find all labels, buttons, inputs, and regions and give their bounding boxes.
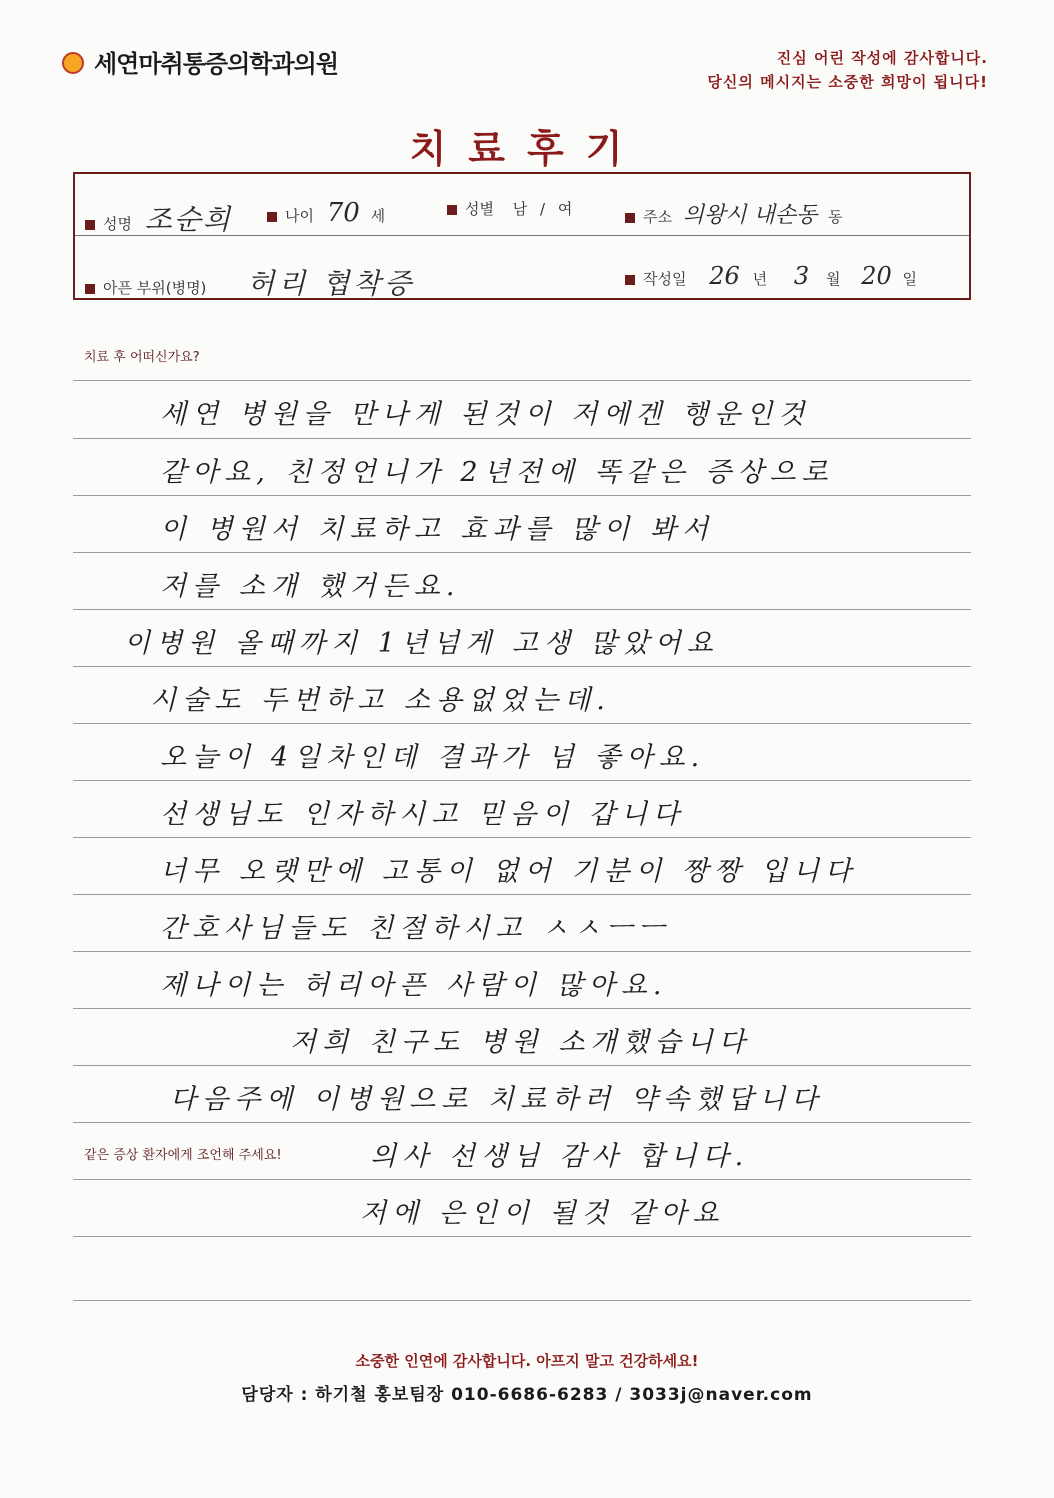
bullet-square-icon [85, 284, 95, 294]
handwritten-line-8: 선생님도 인자하시고 믿음이 갑니다 [160, 799, 685, 830]
patient-info-box [73, 172, 971, 300]
name-label: 성명 [103, 215, 132, 233]
month-unit: 월 [825, 270, 841, 288]
thanks-line-2: 당신의 메시지는 소중한 희망이 됩니다! [707, 73, 988, 91]
bullet-square-icon [625, 213, 635, 223]
ruled-line [73, 780, 971, 781]
date-field [625, 262, 917, 290]
handwritten-line-1: 세연 병원을 만나게 된것이 저에겐 행운인것 [160, 399, 811, 430]
sun-logo-icon [58, 47, 88, 77]
ruled-line [73, 666, 971, 667]
handwritten-line-10: 간호사님들도 친절하시고 ㅅㅅㅡㅡ [160, 913, 671, 944]
page-title: 치료후기 [409, 127, 645, 171]
handwritten-line-15: 저에 은인이 될것 같아요 [360, 1198, 725, 1229]
handwritten-line-13: 다음주에 이병원으로 치료하러 약속했답니다 [170, 1084, 824, 1115]
ruled-line [73, 1300, 971, 1301]
ruled-line [73, 1236, 971, 1237]
ruled-line [73, 495, 971, 496]
ruled-line [73, 894, 971, 895]
year-unit: 년 [752, 270, 768, 288]
pain-value: 허리 협착증 [247, 267, 416, 300]
gender-field [447, 198, 576, 219]
section-advice-label: 같은 증상 환자에게 조언해 주세요! [84, 1148, 282, 1163]
ruled-line [73, 438, 971, 439]
footer-contact: 담당자 : 하기철 홍보팀장 010-6686-6283 / 3033j@naver.com [241, 1385, 813, 1405]
gender-label: 성별 [465, 200, 494, 218]
ruled-line [73, 1008, 971, 1009]
handwritten-line-6: 시술도 두번하고 소용없었는데. [150, 685, 611, 716]
footer-thanks: 소중한 인연에 감사합니다. 아프지 말고 건강하세요! [355, 1352, 699, 1370]
ruled-line [73, 723, 971, 724]
handwritten-line-9: 너무 오랫만에 고통이 없어 기분이 짱짱 입니다 [160, 856, 858, 887]
ruled-line [73, 1065, 971, 1066]
address-field [625, 198, 843, 229]
name-field [85, 198, 232, 238]
ruled-line [73, 1122, 971, 1123]
address-value: 의왕시 내손동 [682, 203, 818, 228]
ruled-line [73, 380, 971, 381]
clinic-logo [58, 44, 338, 79]
ruled-line [73, 951, 971, 952]
year-value: 26 [709, 262, 740, 290]
clinic-name: 세연마취통증의학과의원 [94, 49, 339, 78]
day-value: 20 [861, 262, 892, 290]
handwritten-line-11: 제나이는 허리아픈 사람이 많아요. [160, 970, 668, 1001]
pain-label: 아픈 부위(병명) [103, 279, 207, 297]
month-value: 3 [793, 262, 810, 290]
thanks-line-1: 진심 어린 작성에 감사합니다. [776, 49, 988, 67]
bullet-square-icon [267, 212, 277, 222]
handwritten-line-7: 오늘이 4일차인데 결과가 넘 좋아요. [160, 742, 706, 773]
handwritten-line-5: 이병원 올때까지 1년넘게 고생 많았어요 [124, 628, 719, 659]
pain-field [85, 262, 415, 302]
bullet-square-icon [447, 205, 457, 215]
handwritten-line-12: 저희 친구도 병원 소개했습니다 [290, 1027, 751, 1058]
handwritten-line-2: 같아요, 친정언니가 2년전에 똑같은 증상으로 [160, 457, 834, 488]
age-field [267, 198, 385, 228]
handwritten-line-3: 이 병원서 치료하고 효과를 많이 봐서 [160, 514, 715, 545]
ruled-line [73, 552, 971, 553]
handwritten-line-14: 의사 선생님 감사 합니다. [370, 1141, 750, 1172]
thanks-message [707, 46, 988, 94]
address-label: 주소 [643, 208, 672, 226]
age-unit: 세 [370, 207, 386, 225]
bullet-square-icon [85, 220, 95, 230]
age-value: 70 [326, 198, 360, 228]
day-unit: 일 [902, 270, 918, 288]
gender-options: 남 / 여 [512, 200, 577, 218]
ruled-line [73, 609, 971, 610]
ruled-line [73, 1179, 971, 1180]
handwritten-line-4: 저를 소개 했거든요. [160, 571, 461, 602]
section-after-treatment-label: 치료 후 어떠신가요? [84, 350, 200, 365]
name-value: 조순희 [144, 203, 232, 236]
age-label: 나이 [285, 207, 314, 225]
date-label: 작성일 [643, 270, 687, 288]
bullet-square-icon [625, 275, 635, 285]
address-dong-suffix: 동 [828, 208, 843, 226]
ruled-line [73, 837, 971, 838]
